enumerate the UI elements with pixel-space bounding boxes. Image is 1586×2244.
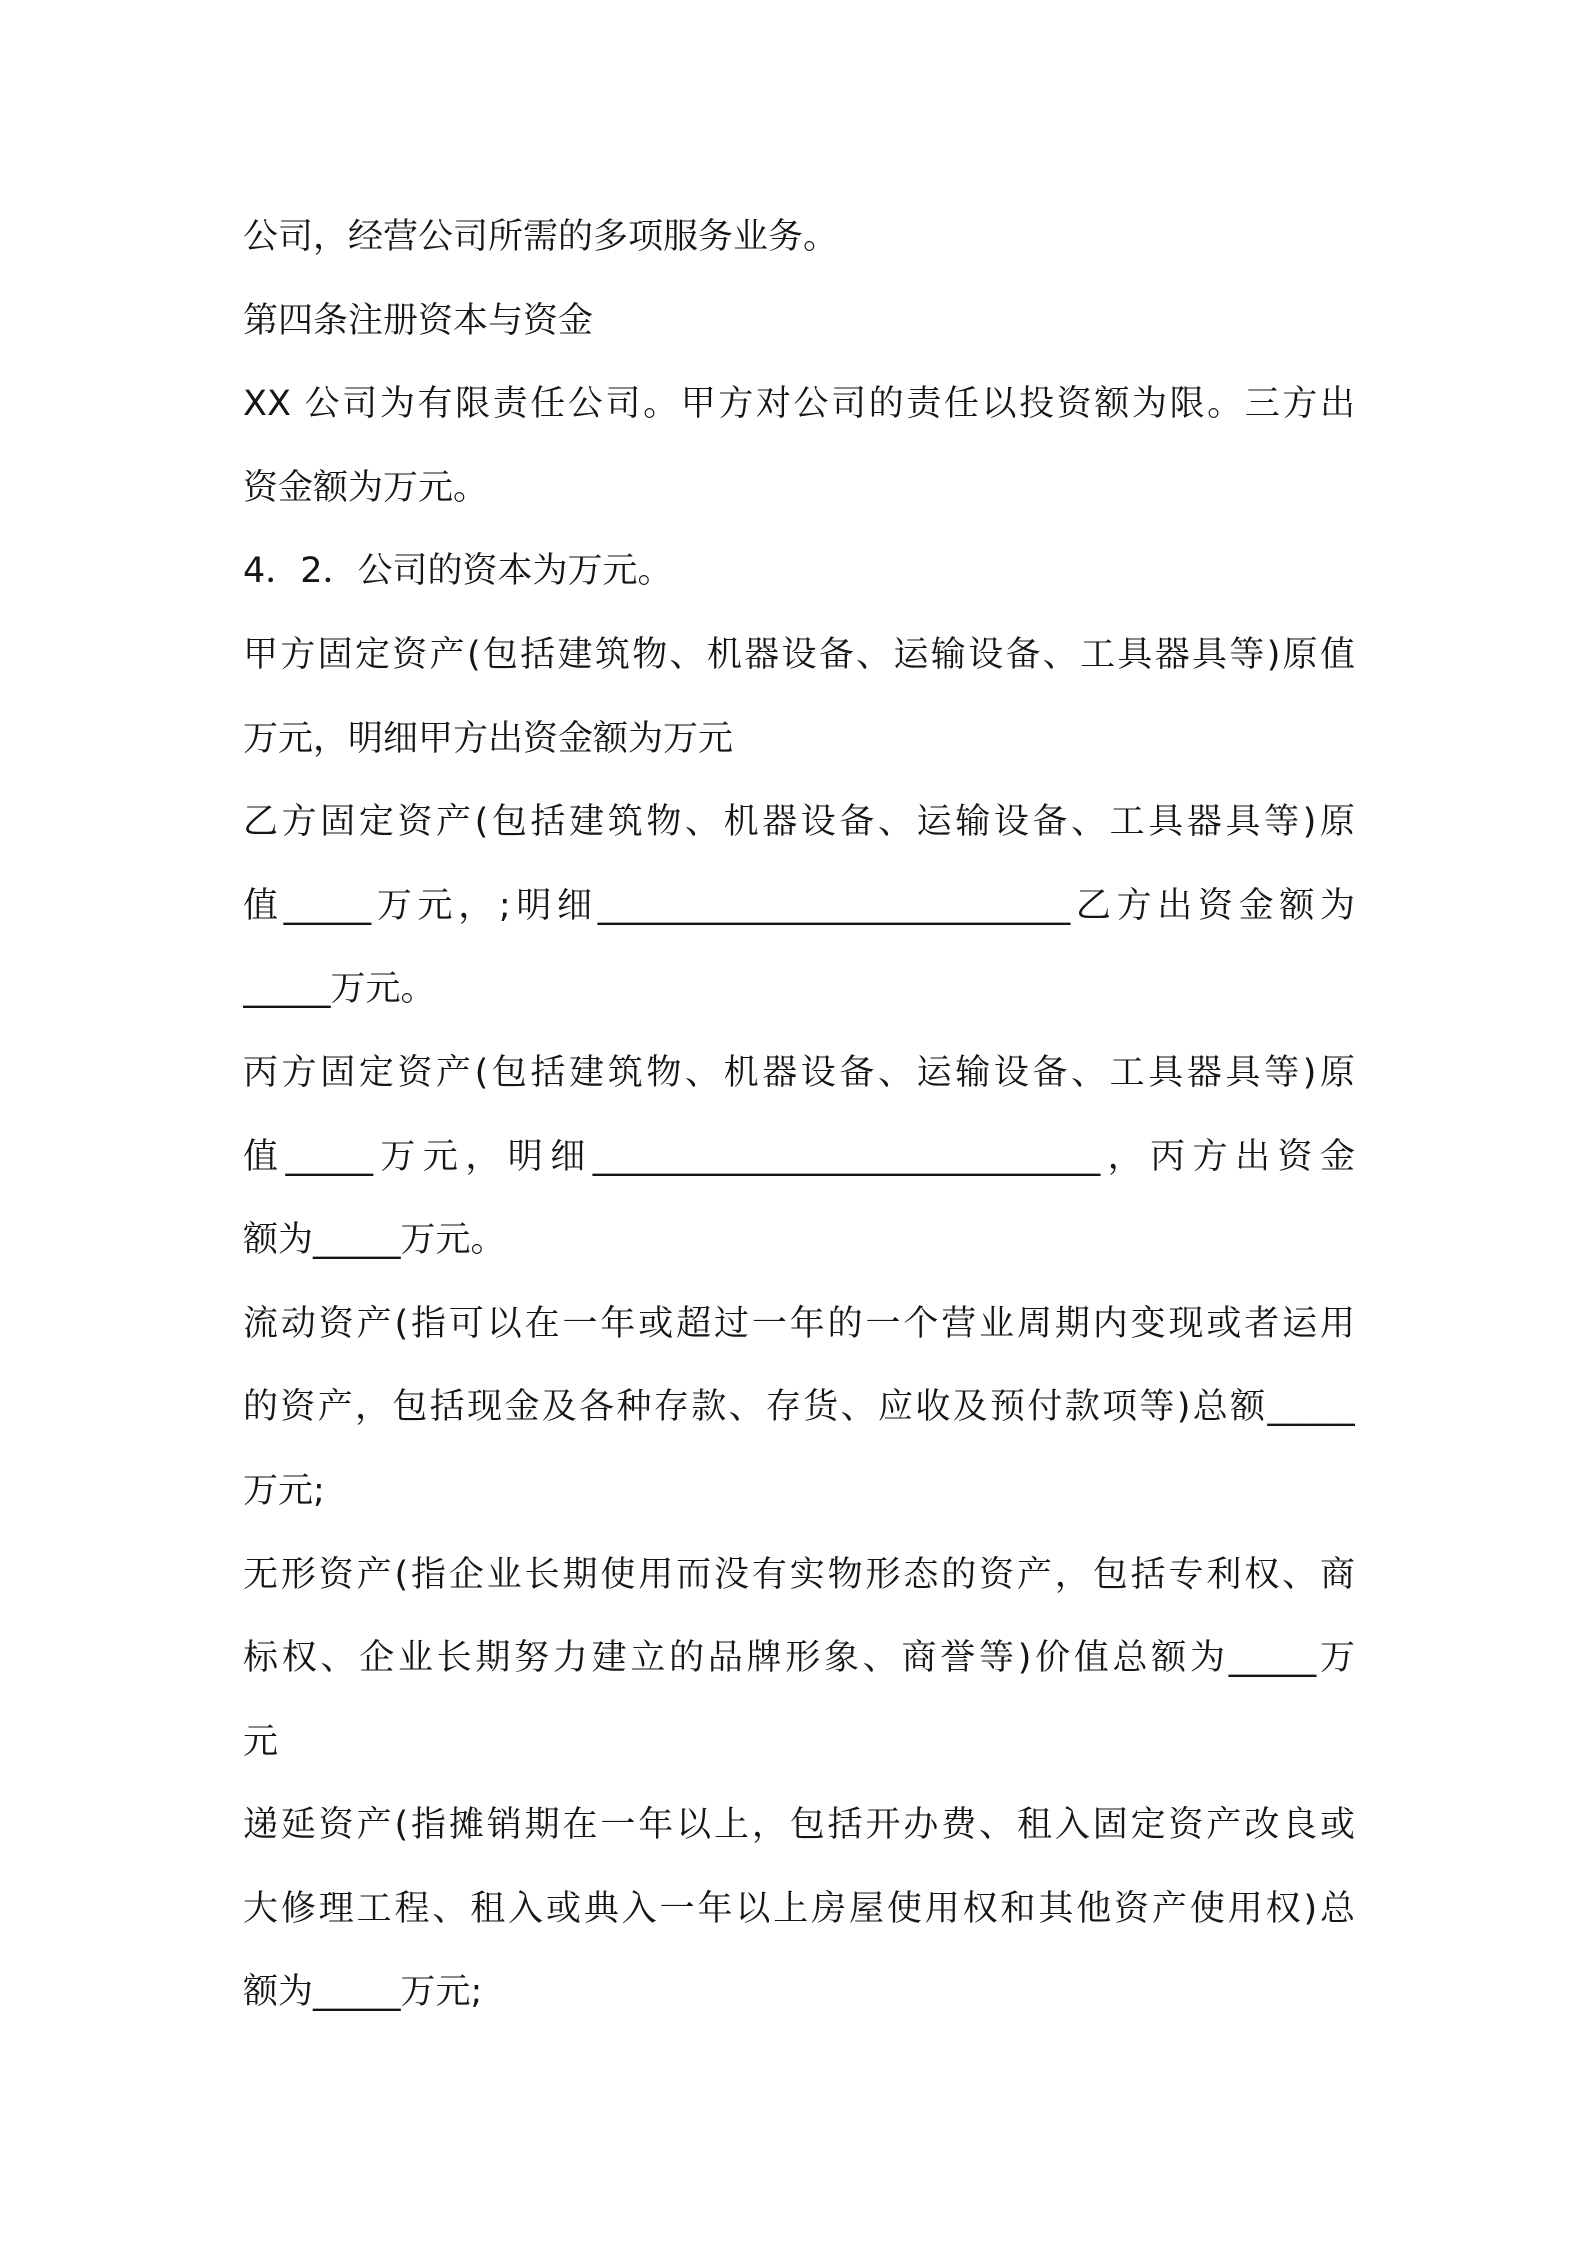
text-line-8: 乙方固定资产(包括建筑物、机器设备、运输设备、工具器具等)原 [243, 802, 1355, 843]
clause-4-2: 4．2．公司的资本为万元。 [243, 551, 673, 592]
document-body [243, 196, 1355, 2035]
text-line-1: 公司，经营公司所需的多项服务业务。 [243, 217, 839, 257]
text-line-9: 值_____万元，;明细___________________________乙方出资金额为 [243, 885, 1355, 926]
text-line-7: 万元，明细甲方出资金额为万元 [243, 718, 734, 759]
text-line-14: 流动资产(指可以在一年或超过一年的一个营业周期内变现或者运用 [243, 1303, 1355, 1344]
text-line-16: 万元; [243, 1470, 325, 1511]
text-line-18: 标权、企业长期努力建立的品牌形象、商誉等)价值总额为_____万 [243, 1638, 1355, 1679]
text-line-11: 丙方固定资产(包括建筑物、机器设备、运输设备、工具器具等)原 [243, 1052, 1355, 1093]
text-line-3: XX 公司为有限责任公司。甲方对公司的责任以投资额为限。三方出 [243, 384, 1355, 425]
text-line-15: 的资产，包括现金及各种存款、存货、应收及预付款项等)总额_____ [243, 1387, 1355, 1428]
text-line-4: 资金额为万元。 [243, 467, 489, 508]
text-line-20: 递延资产(指摊销期在一年以上，包括开办费、租入固定资产改良或 [243, 1805, 1355, 1846]
text-line-6: 甲方固定资产(包括建筑物、机器设备、运输设备、工具器具等)原值 [243, 634, 1355, 675]
text-line-22: 额为_____万元; [243, 1972, 483, 2013]
text-line-17: 无形资产(指企业长期使用而没有实物形态的资产，包括专利权、商 [243, 1554, 1355, 1595]
text-line-12: 值_____万元，明细_____________________________，丙方出资金 [243, 1136, 1355, 1177]
text-line-21: 大修理工程、租入或典入一年以上房屋使用权和其他资产使用权)总 [243, 1888, 1355, 1929]
section-heading: 第四条注册资本与资金 [243, 300, 594, 341]
text-line-13: 额为_____万元。 [243, 1220, 506, 1261]
text-line-19: 元 [243, 1721, 279, 1762]
text-line-10: _____万元。 [243, 969, 436, 1010]
